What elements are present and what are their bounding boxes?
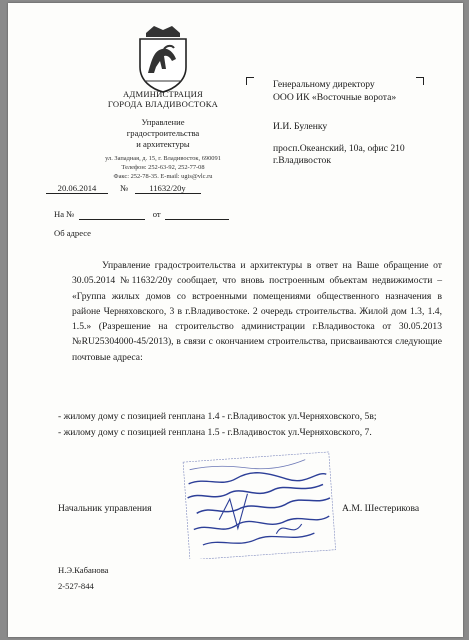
signature-name: А.М. Шестерикова <box>342 503 420 514</box>
signature-position: Начальник управления <box>58 503 152 514</box>
recipient-line1: Генеральному директору <box>273 79 375 90</box>
reference-date-blank <box>165 209 229 220</box>
address-line1: ул. Западная, д. 15, г. Владивосток, 690091 <box>105 155 221 162</box>
address-line2: Телефон: 252-63-92, 252-77-08 <box>121 164 205 171</box>
reference-row <box>54 209 229 220</box>
recipient-line5: г.Владивосток <box>273 155 331 166</box>
recipient-line4: просп.Океанский, 10а, офис 210 <box>273 143 405 154</box>
letter-sheet <box>8 3 463 637</box>
recipient-corner-top-left <box>246 77 254 85</box>
recipient-line2: ООО ИК «Восточные ворота» <box>273 92 397 103</box>
address-line3: Факс: 252-78-35. E-mail: ugis@vlc.ru <box>113 173 213 180</box>
reference-label: На № <box>54 209 75 219</box>
reference-from-label: от <box>152 209 161 219</box>
recipient-line3: И.И. Буленку <box>273 121 328 132</box>
outgoing-number: 11632/20у <box>135 183 201 194</box>
coat-of-arms-icon <box>134 23 192 93</box>
address-item-2: - жилому дому с позицией генплана 1.5 - г.Владивосток ул.Черняховского, 7. <box>58 427 372 438</box>
outgoing-date: 20.06.2014 <box>46 183 108 194</box>
approval-stamp-icon <box>178 443 338 559</box>
number-sign: № <box>120 183 129 193</box>
dept-line3: и архитектуры <box>136 139 190 149</box>
executor-phone: 2-527-844 <box>58 581 94 591</box>
dept-line2: градостроительства <box>126 128 200 138</box>
address-item-1: - жилому дому с позицией генплана 1.4 - г.Владивосток ул.Черняховского, 5в; <box>58 411 377 422</box>
subject-line: Об адресе <box>54 228 91 238</box>
org-name-line2: ГОРОДА ВЛАДИВОСТОКА <box>107 99 219 109</box>
letter-body <box>72 258 442 365</box>
outgoing-date-row <box>46 183 201 194</box>
executor-name: Н.Э.Кабанова <box>58 565 109 575</box>
body-paragraph: Управление градостроительства и архитектуры в ответ на Ваше обращение от 30.05.2014 №11632/20у сообщает, что вновь построенным объектам недвижимости – «Группа жилых домов со встроенными помещениями общественного назначения в районе Черняховского, 3 в г.Владивостоке. 2 очередь строительства. Жилой дом 1.3, 1.4, 1.5.» (Разрешение на строительство администрации г.Владивостока от 30.05.2013 №RU25304000-45/2013), в связи с окончанием строительства, присваиваются следующие почтовые адреса: <box>72 260 442 363</box>
dept-line1: Управление <box>141 117 185 127</box>
org-name-line1: АДМИНИСТРАЦИЯ <box>123 89 203 99</box>
reference-number-blank <box>79 209 145 220</box>
recipient-corner-top-right <box>416 77 424 85</box>
